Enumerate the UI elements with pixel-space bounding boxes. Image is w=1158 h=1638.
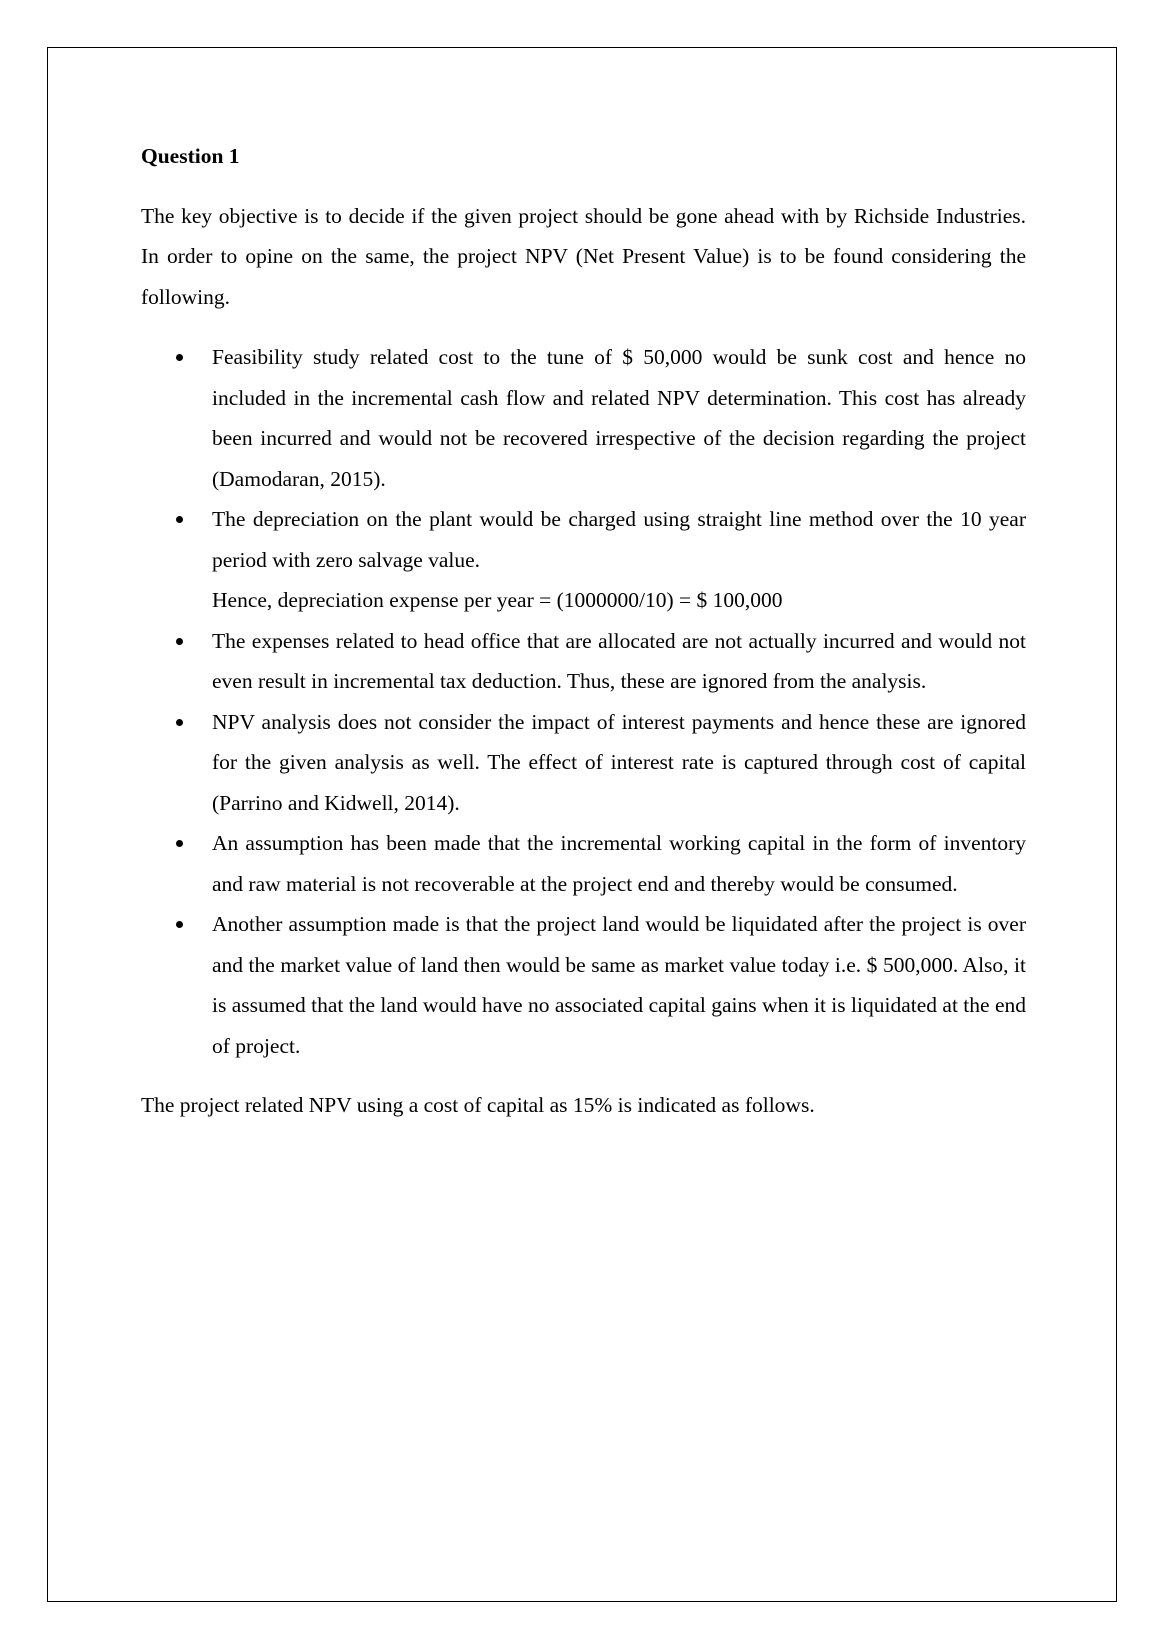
list-item-text: The depreciation on the plant would be charged using straight line method over the 10 year period with zero salvage value. xyxy=(212,507,1026,572)
intro-paragraph: The key objective is to decide if the given project should be gone ahead with by Richside Industries. In order to opine on the same, the project NPV (Net Present Value) is to be found considering the following. xyxy=(141,203,1026,309)
question-heading: Question 1 xyxy=(141,144,240,168)
closing-paragraph: The project related NPV using a cost of capital as 15% is indicated as follows. xyxy=(141,1093,815,1117)
bullet-dot-icon xyxy=(176,354,183,361)
list-item-text: The expenses related to head office that are allocated are not actually incurred and would not even result in incremental tax deduction. Thus, these are ignored from the analysis. xyxy=(212,628,1026,693)
list-item-sunk-cost xyxy=(141,337,1026,499)
list-item-head-office xyxy=(141,621,1026,702)
assumptions-list xyxy=(141,337,1026,1066)
bullet-dot-icon xyxy=(176,638,183,645)
depreciation-formula: Hence, depreciation expense per year = (1000000/10) = $ 100,000 xyxy=(212,588,783,612)
list-item-text: An assumption has been made that the incremental working capital in the form of inventory and raw material is not recoverable at the project end and thereby would be consumed. xyxy=(212,831,1026,896)
bullet-dot-icon xyxy=(176,516,183,523)
list-item-text: NPV analysis does not consider the impact of interest payments and hence these are ignored for the given analysis as well. The effect of interest rate is captured through cost of capital (Parrino and Kidwell, 2014). xyxy=(212,709,1026,815)
bullet-dot-icon xyxy=(176,840,183,847)
bullet-dot-icon xyxy=(176,921,183,928)
list-item-interest xyxy=(141,702,1026,824)
list-item-working-capital xyxy=(141,823,1026,904)
document-body xyxy=(141,136,1026,1126)
bullet-dot-icon xyxy=(176,719,183,726)
list-item-text: Another assumption made is that the project land would be liquidated after the project is over and the market value of land then would be same as market value today i.e. $ 500,000. Also, it is assumed that the land would have no associated capital gains when it is liquidated at the end of project. xyxy=(212,912,1026,1058)
list-item-depreciation xyxy=(141,499,1026,621)
list-item-land xyxy=(141,904,1026,1066)
list-item-text: Feasibility study related cost to the tune of $ 50,000 would be sunk cost and hence no included in the incremental cash flow and related NPV determination. This cost has already been incurred and would not be recovered irrespective of the decision regarding the project (Damodaran, 2015). xyxy=(212,345,1026,491)
